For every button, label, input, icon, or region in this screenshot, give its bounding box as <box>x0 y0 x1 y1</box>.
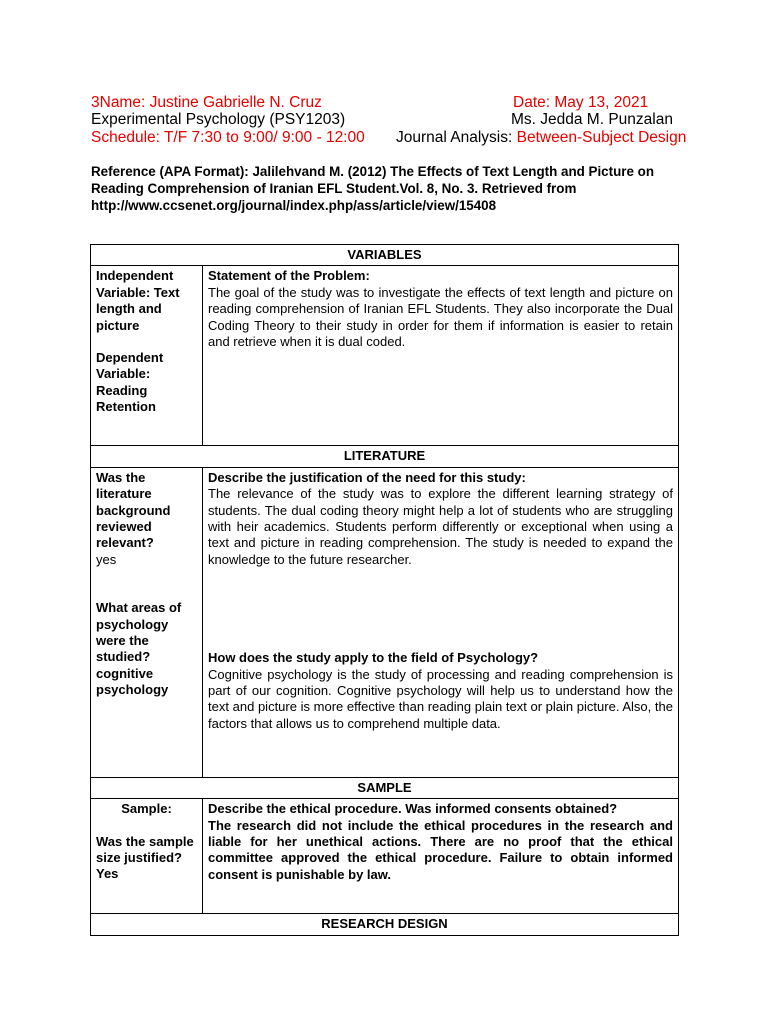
variables-heading: VARIABLES <box>91 245 679 266</box>
reference-line-1: Reference (APA Format): Jalilehvand M. (2012) The Effects of Text Length and Picture on <box>91 164 654 179</box>
literature-question-2: What areas of psychology were the studied? <box>96 600 182 665</box>
problem-heading: Statement of the Problem: <box>208 268 370 284</box>
apply-heading: How does the study apply to the field of Psychology? <box>208 650 539 666</box>
apply-text: Cognitive psychology is the study of processing and reading comprehension is part of our cognition. Cognitive psychology will help us to understand how the text and picture is more effective than reading plain text or plain picture. Also, the factors that allows us to comprehend multiple data. <box>208 666 673 731</box>
journal-analysis <box>396 128 686 148</box>
sample-left-cell <box>91 799 203 914</box>
sample-answer: Yes <box>96 866 119 882</box>
literature-heading: LITERATURE <box>91 446 679 467</box>
variables-left-cell <box>91 266 203 446</box>
literature-row <box>91 467 679 777</box>
sample-question: Was the sample size justified? <box>96 833 194 866</box>
sample-header-row <box>91 777 679 798</box>
sample-right-cell <box>203 799 679 914</box>
dependent-variable: Dependent Variable: Reading Retention <box>96 350 164 415</box>
course-title: Experimental Psychology (PSY1203) <box>91 111 346 128</box>
literature-right-cell <box>203 467 679 777</box>
journal-analysis-value: Between-Subject Design <box>516 129 687 146</box>
ethical-text: The research did not include the ethical procedures in the research and liable for her unethical actions. There are no proof that the ethical committee approved the ethical procedure. Failure to obtain informed consent is punishable by law. <box>208 817 673 882</box>
variables-row <box>91 266 679 446</box>
reference-url: http://www.ccsenet.org/journal/index.php/ass/article/view/15408 <box>91 198 497 213</box>
instructor-name: Ms. Jedda M. Punzalan <box>511 111 673 128</box>
reference-line-2: Reading Comprehension of Iranian EFL Student.Vol. 8, No. 3. Retrieved from <box>91 181 577 196</box>
research-design-heading: RESEARCH DESIGN <box>91 914 679 935</box>
ethical-heading: Describe the ethical procedure. Was informed consents obtained? <box>208 801 618 817</box>
sample-heading: SAMPLE <box>91 777 679 798</box>
problem-text: The goal of the study was to investigate the effects of text length and picture on reading comprehension of Iranian EFL Students. They also incorporate the Dual Coding Theory to their study in order for them if information is easier to retain and retrieve when it is dual coded. <box>208 284 673 350</box>
literature-header-row <box>91 446 679 467</box>
analysis-table <box>90 244 679 936</box>
reference <box>91 163 691 214</box>
date: Date: May 13, 2021 <box>513 94 649 111</box>
schedule: Schedule: T/F 7:30 to 9:00/ 9:00 - 12:00 <box>91 129 365 146</box>
journal-analysis-label: Journal Analysis: <box>396 129 517 146</box>
literature-question-1: Was the literature background reviewed relevant? <box>96 469 171 551</box>
justification-text: The relevance of the study was to explore the different learning strategy of students. The dual coding theory might help a lot of students who are struggling with heir academics. Students perform differently or exceptional when using a text and picture in reading comprehension. The study is needed to expand the knowledge to the future researcher. <box>208 486 673 567</box>
literature-answer-1: yes <box>96 551 117 567</box>
justification-heading: Describe the justification of the need for this study: <box>208 469 526 485</box>
sample-row <box>91 799 679 914</box>
variables-header-row <box>91 245 679 266</box>
variables-right-cell <box>203 266 679 446</box>
research-design-header-row <box>91 914 679 935</box>
student-name: 3Name: Justine Gabrielle N. Cruz <box>91 94 322 111</box>
literature-answer-2: cognitive psychology <box>96 665 169 698</box>
sample-label: Sample: <box>121 801 172 817</box>
independent-variable: Independent Variable: Text length and picture <box>96 268 180 333</box>
literature-left-cell <box>91 467 203 777</box>
